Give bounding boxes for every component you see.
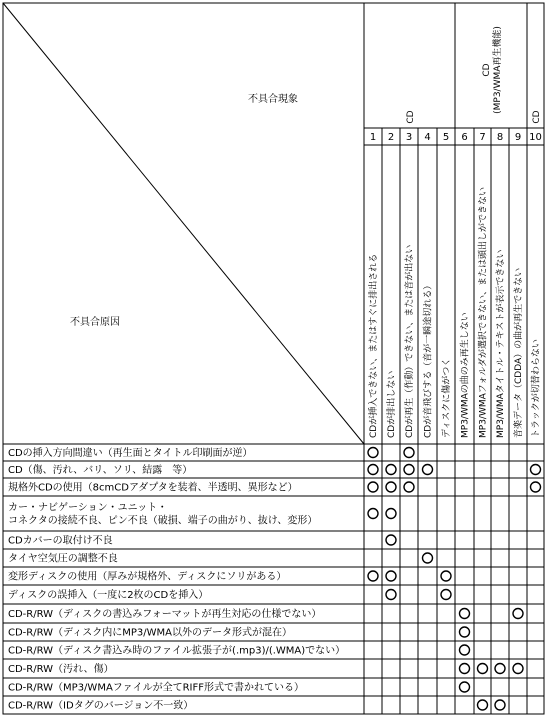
group-label-cd2-group: [532, 110, 542, 123]
check-mark: [460, 627, 470, 637]
cause-row-label: CD-R/RW（汚れ、傷）: [8, 664, 114, 675]
column-number: 8: [496, 132, 504, 143]
column-description-group: [385, 371, 397, 438]
phenomenon-label: 不具合現象: [248, 94, 298, 105]
column-description-group: [403, 245, 415, 438]
check-mark: [495, 664, 505, 674]
cause-row-label: カー・ナビゲーション・ユニット・: [8, 502, 168, 514]
column-description: CDが再生（作動）できない、または音が出ない: [405, 244, 415, 438]
check-mark: [441, 590, 451, 600]
check-mark: [441, 571, 451, 581]
cause-row-label: CD-R/RW（ディスクの書込みフォーマットが再生対応の仕様でない）: [8, 609, 322, 620]
column-description-group: [530, 339, 542, 438]
check-mark: [460, 682, 470, 692]
column-number: 6: [461, 132, 468, 143]
check-mark: [368, 448, 378, 458]
check-mark: [386, 482, 396, 492]
column-description: CDが排出しない: [387, 370, 397, 438]
group-label-mp3-group: [482, 26, 503, 114]
column-description: MP3/WMAフォルダが選択できない、または頭出しができない: [478, 187, 489, 438]
check-mark: [531, 465, 541, 475]
check-mark: [386, 465, 396, 475]
column-description-group: [422, 281, 434, 438]
group-label-mp3-line: (MP3/WMA再生機能): [493, 26, 503, 114]
cause-row-label: CD-R/RW（IDタグのバージョン不一致）: [8, 700, 194, 712]
check-mark: [460, 645, 470, 655]
cause-row-label: コネクタの接続不良、ピン不良（破損、端子の曲がり、抜け、変形）: [8, 515, 318, 527]
column-description: MP3/WMAタイトル・テキストが表示できない: [496, 249, 506, 438]
column-description-group: [477, 187, 489, 438]
column-description: CDが挿入できない、またはすぐに排出される: [369, 253, 379, 438]
check-mark: [404, 465, 414, 475]
column-description-group: [459, 312, 471, 438]
column-number: 7: [479, 132, 486, 143]
cause-row-label: CD-R/RW（MP3/WMAファイルが全てRIFF形式で書かれている）: [8, 682, 304, 694]
header-diagonal: [3, 3, 364, 444]
check-mark: [404, 482, 414, 492]
check-mark: [460, 609, 470, 619]
cause-row-label: タイヤ空気圧の調整不良: [8, 553, 118, 565]
column-description: トラックが切替わらない: [531, 339, 542, 438]
check-mark: [368, 465, 378, 475]
column-description: 音楽データ（CDDA）の曲が再生できない: [514, 267, 524, 438]
check-mark: [495, 700, 505, 710]
column-number: 5: [442, 132, 450, 143]
check-mark: [386, 509, 396, 519]
check-mark: [368, 571, 378, 581]
column-number: 2: [387, 132, 395, 143]
column-description: MP3/WMAの曲のみ再生しない: [460, 312, 471, 438]
cause-row-label: 変形ディスクの使用（厚みが規格外、ディスクにソリがある）: [8, 571, 287, 583]
check-mark: [460, 664, 470, 674]
check-mark: [478, 664, 488, 674]
column-description-group: [512, 268, 524, 438]
cause-row-label: CD（傷、汚れ、バリ、ソリ、結露 等）: [8, 465, 193, 476]
column-description: CDが音飛びする（音が一瞬途切れる）: [423, 280, 434, 438]
check-mark: [386, 571, 396, 581]
cause-row-label: CDの挿入方向間違い（再生面とタイトル印刷面が逆）: [8, 448, 253, 459]
check-mark: [513, 664, 523, 674]
column-number: 4: [424, 132, 431, 143]
column-number: 3: [405, 132, 413, 143]
check-mark: [386, 590, 396, 600]
column-number: 10: [529, 132, 542, 143]
check-mark: [423, 553, 433, 563]
column-description-group: [367, 254, 379, 438]
check-mark: [513, 609, 523, 619]
column-number: 9: [514, 132, 522, 143]
check-mark: [531, 482, 541, 492]
column-description-group: [494, 250, 506, 438]
cause-row-label: CDカバーの取付け不良: [8, 535, 113, 547]
check-mark: [404, 448, 414, 458]
group-label-cd-group: [406, 110, 416, 123]
check-mark: [368, 509, 378, 519]
column-description: ディスクに傷がつく: [442, 357, 452, 438]
cause-row-label: CD-R/RW（ディスク内にMP3/WMA以外のデータ形式が混在）: [8, 627, 292, 639]
group-label-mp3-line: CD: [482, 63, 492, 77]
check-mark: [368, 482, 378, 492]
cause-row-label: 規格外CDの使用（8cmCDアダプタを装着、半透明、異形など）: [8, 482, 298, 494]
group-label-cd2: CD: [532, 110, 542, 124]
column-description-group: [440, 358, 452, 438]
column-number: 1: [369, 132, 377, 143]
group-label-cd: CD: [406, 110, 416, 124]
cause-row-label: ディスクの誤挿入（一度に2枚のCDを挿入）: [8, 590, 209, 601]
check-mark: [386, 535, 396, 545]
check-mark: [423, 465, 433, 475]
cause-row-label: CD-R/RW（ディスク書込み時のファイル拡張子が(.mp3)/(.WMA)でない）: [8, 645, 346, 657]
cause-label: 不具合原因: [70, 317, 120, 328]
check-mark: [478, 700, 488, 710]
